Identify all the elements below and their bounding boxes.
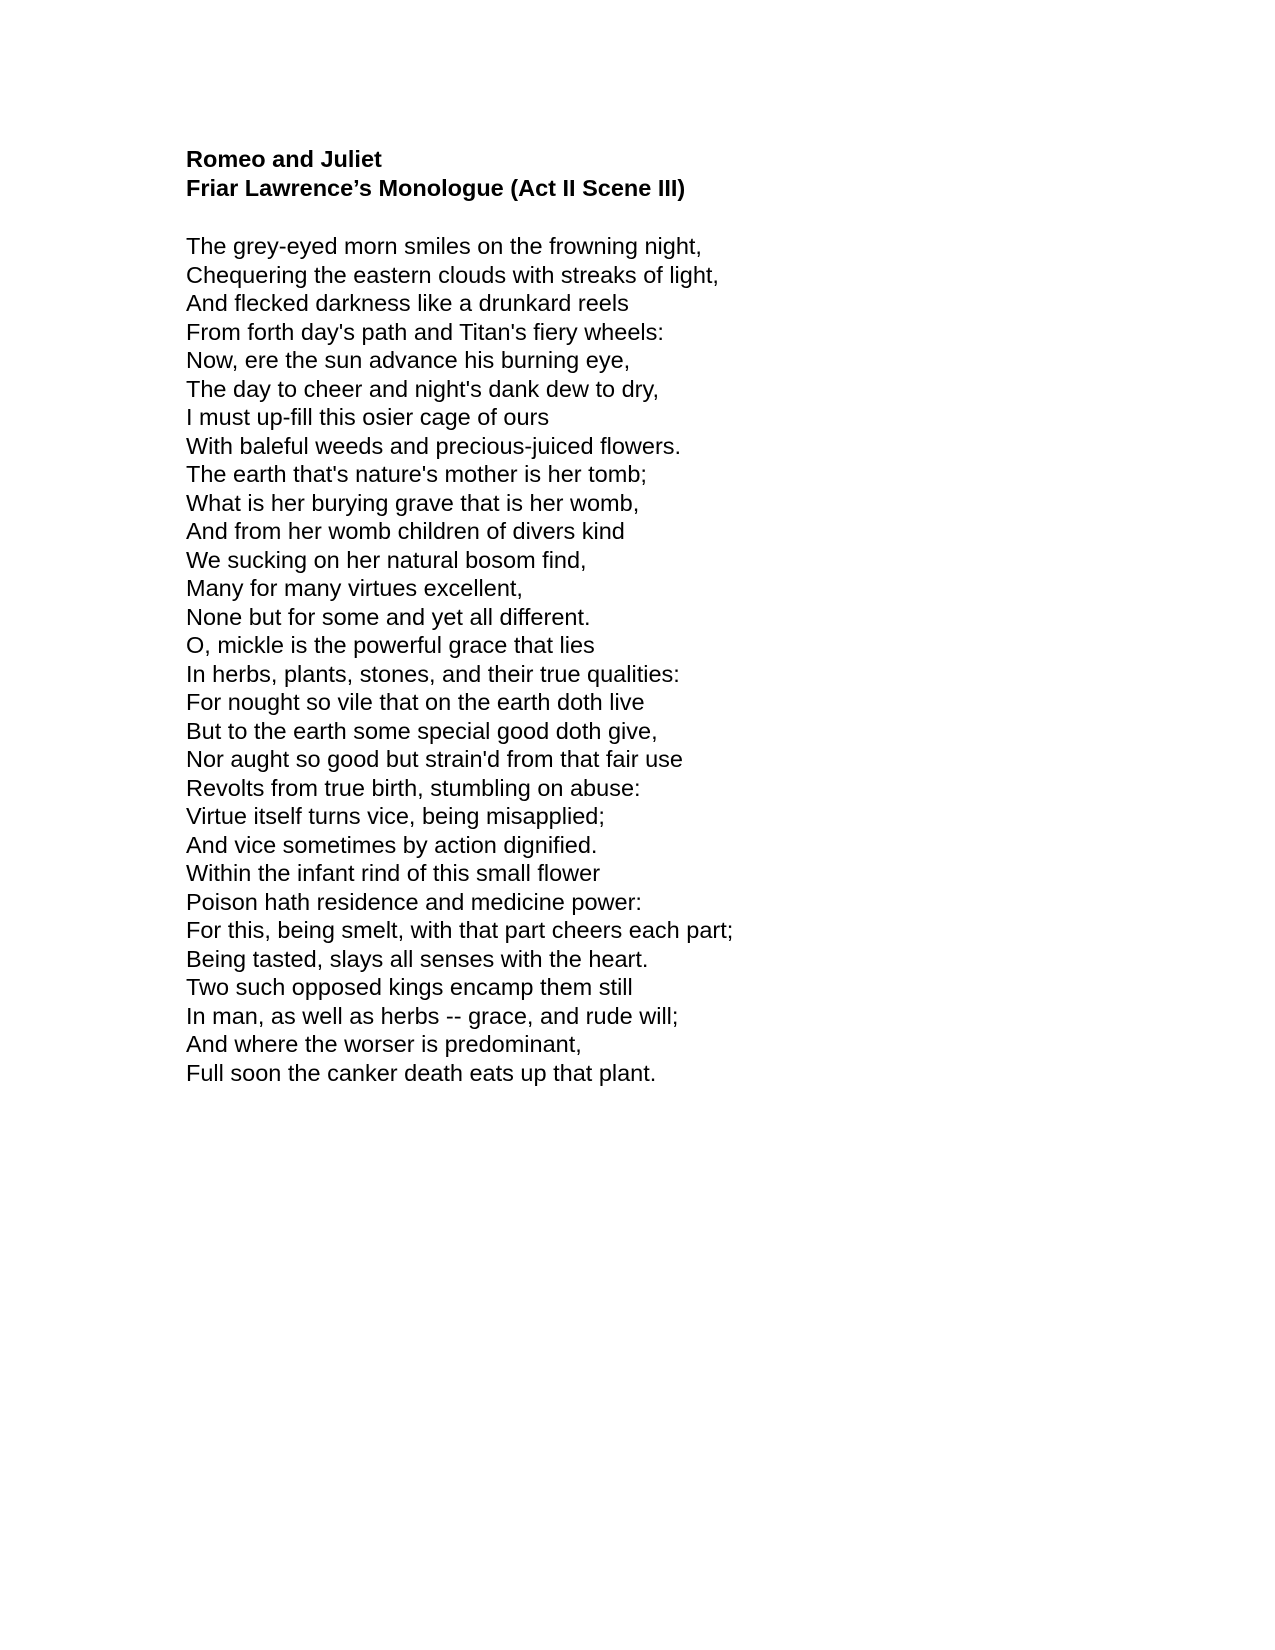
verse-line: Being tasted, slays all senses with the heart. [186, 945, 649, 972]
verse-line: None but for some and yet all different. [186, 603, 591, 630]
verse-line: Virtue itself turns vice, being misapplied; [186, 803, 605, 829]
verse-line: And flecked darkness like a drunkard reels [186, 290, 629, 316]
verse-line: The earth that's nature's mother is her tomb; [186, 461, 647, 487]
verse-line: Now, ere the sun advance his burning eye, [186, 347, 631, 373]
document-title: Romeo and Juliet [186, 146, 382, 172]
verse-line: Within the infant rind of this small flower [186, 860, 601, 886]
verse-line: The day to cheer and night's dank dew to dry, [186, 375, 660, 402]
verse-line: Poison hath residence and medicine power: [186, 888, 642, 915]
monologue-verse [186, 232, 1086, 1087]
verse-line: In herbs, plants, stones, and their true qualities: [186, 660, 680, 687]
verse-line: Nor aught so good but strain'd from that fair use [186, 746, 683, 772]
verse-line: Full soon the canker death eats up that plant. [186, 1059, 657, 1086]
document-content [186, 145, 1086, 1087]
verse-line: For nought so vile that on the earth doth live [186, 689, 645, 715]
verse-line: In man, as well as herbs -- grace, and rude will; [186, 1002, 679, 1029]
verse-line: We sucking on her natural bosom find, [186, 546, 587, 573]
verse-line: And from her womb children of divers kind [186, 518, 625, 544]
verse-line: From forth day's path and Titan's fiery wheels: [186, 318, 664, 345]
verse-line: Many for many virtues excellent, [186, 575, 523, 601]
verse-line: Revolts from true birth, stumbling on abuse: [186, 774, 641, 801]
verse-line: And vice sometimes by action dignified. [186, 831, 598, 858]
verse-line: For this, being smelt, with that part cheers each part; [186, 917, 734, 943]
verse-line: And where the worser is predominant, [186, 1031, 582, 1057]
verse-line: O, mickle is the powerful grace that lies [186, 632, 595, 658]
verse-line: Chequering the eastern clouds with streaks of light, [186, 261, 719, 288]
verse-line: The grey-eyed morn smiles on the frowning night, [186, 233, 702, 259]
verse-line: I must up-fill this osier cage of ours [186, 404, 550, 430]
verse-line: What is her burying grave that is her womb, [186, 489, 640, 516]
document-subtitle: Friar Lawrence’s Monologue (Act II Scene III) [186, 175, 686, 201]
verse-line: But to the earth some special good doth give, [186, 717, 658, 744]
verse-line: Two such opposed kings encamp them still [186, 974, 633, 1000]
verse-line: With baleful weeds and precious-juiced flowers. [186, 432, 682, 459]
